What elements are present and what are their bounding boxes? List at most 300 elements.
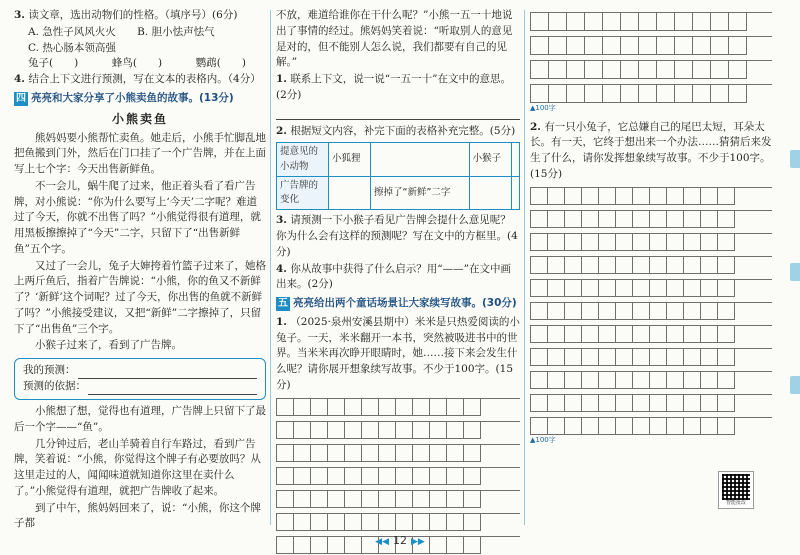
grid-cell[interactable]: [616, 326, 633, 343]
table-cell-blank[interactable]: [329, 176, 371, 210]
grid-cell[interactable]: [294, 445, 311, 462]
qr-code[interactable]: [718, 471, 754, 509]
grid-cell[interactable]: [565, 280, 582, 297]
grid-cell[interactable]: [718, 349, 735, 366]
grid-cell[interactable]: [639, 13, 657, 31]
grid-cell[interactable]: [650, 349, 667, 366]
grid-cell[interactable]: [667, 372, 684, 389]
grid-cell[interactable]: [701, 188, 718, 205]
grid-cell[interactable]: [616, 395, 633, 412]
grid-cell[interactable]: [616, 303, 633, 320]
grid-cell[interactable]: [599, 418, 616, 435]
grid-cell[interactable]: [667, 418, 684, 435]
grid-row[interactable]: [530, 348, 772, 366]
grid-cell[interactable]: [718, 326, 735, 343]
grid-cell[interactable]: [548, 280, 565, 297]
grid-cell[interactable]: [650, 234, 667, 251]
grid-cell[interactable]: [667, 326, 684, 343]
grid-cell[interactable]: [729, 37, 747, 55]
grid-cell[interactable]: [701, 303, 718, 320]
grid-cell[interactable]: [711, 85, 729, 103]
grid-cell[interactable]: [311, 422, 328, 439]
grid-cell[interactable]: [413, 468, 430, 485]
grid-cell[interactable]: [684, 188, 701, 205]
grid-cell[interactable]: [657, 61, 675, 79]
grid-cell[interactable]: [621, 37, 639, 55]
grid-cell[interactable]: [585, 61, 603, 79]
grid-cell[interactable]: [567, 13, 585, 31]
grid-cell[interactable]: [718, 395, 735, 412]
grid-cell[interactable]: [718, 211, 735, 228]
grid-cell[interactable]: [633, 326, 650, 343]
grid-cell[interactable]: [447, 445, 464, 462]
grid-cell[interactable]: [548, 234, 565, 251]
grid-cell[interactable]: [639, 37, 657, 55]
grid-cell[interactable]: [531, 61, 549, 79]
table-cell-blank[interactable]: [511, 176, 519, 210]
side-tab[interactable]: [790, 263, 800, 281]
grid-cell[interactable]: [430, 445, 447, 462]
grid-cell[interactable]: [582, 395, 599, 412]
grid-cell[interactable]: [616, 211, 633, 228]
grid-cell[interactable]: [603, 37, 621, 55]
grid-cell[interactable]: [565, 372, 582, 389]
grid-cell[interactable]: [345, 491, 362, 508]
grid-row[interactable]: [276, 513, 520, 531]
table-cell-blank[interactable]: [469, 176, 511, 210]
grid-cell[interactable]: [616, 349, 633, 366]
grid-cell[interactable]: [447, 399, 464, 416]
grid-cell[interactable]: [362, 514, 379, 531]
grid-cell[interactable]: [633, 395, 650, 412]
grid-cell[interactable]: [328, 514, 345, 531]
grid-cell[interactable]: [657, 13, 675, 31]
grid-cell[interactable]: [548, 188, 565, 205]
grid-cell[interactable]: [701, 211, 718, 228]
grid-cell[interactable]: [430, 514, 447, 531]
grid-cell[interactable]: [447, 514, 464, 531]
grid-cell[interactable]: [667, 349, 684, 366]
grid-cell[interactable]: [599, 303, 616, 320]
writing-grid[interactable]: [276, 398, 520, 554]
grid-cell[interactable]: [311, 514, 328, 531]
grid-cell[interactable]: [345, 445, 362, 462]
grid-cell[interactable]: [531, 372, 548, 389]
grid-cell[interactable]: [565, 326, 582, 343]
grid-cell[interactable]: [675, 85, 693, 103]
grid-cell[interactable]: [693, 61, 711, 79]
grid-row[interactable]: [530, 187, 772, 205]
grid-cell[interactable]: [729, 61, 747, 79]
grid-cell[interactable]: [684, 349, 701, 366]
grid-cell[interactable]: [548, 303, 565, 320]
grid-cell[interactable]: [548, 395, 565, 412]
grid-cell[interactable]: [684, 280, 701, 297]
writing-grid[interactable]: [530, 187, 772, 435]
grid-cell[interactable]: [362, 491, 379, 508]
grid-cell[interactable]: [667, 211, 684, 228]
grid-cell[interactable]: [599, 257, 616, 274]
grid-cell[interactable]: [531, 211, 548, 228]
grid-cell[interactable]: [603, 61, 621, 79]
grid-cell[interactable]: [396, 445, 413, 462]
grid-cell[interactable]: [396, 491, 413, 508]
grid-cell[interactable]: [603, 85, 621, 103]
blank-rabbit[interactable]: 兔子( ): [28, 57, 79, 70]
grid-cell[interactable]: [650, 257, 667, 274]
grid-cell[interactable]: [616, 418, 633, 435]
grid-cell[interactable]: [650, 280, 667, 297]
grid-cell[interactable]: [729, 85, 747, 103]
grid-cell[interactable]: [413, 445, 430, 462]
grid-row[interactable]: [276, 490, 520, 508]
grid-cell[interactable]: [616, 280, 633, 297]
grid-cell[interactable]: [548, 326, 565, 343]
grid-cell[interactable]: [549, 37, 567, 55]
grid-cell[interactable]: [567, 85, 585, 103]
grid-row[interactable]: [276, 398, 520, 416]
grid-cell[interactable]: [294, 514, 311, 531]
grid-cell[interactable]: [379, 422, 396, 439]
grid-cell[interactable]: [396, 399, 413, 416]
grid-cell[interactable]: [311, 491, 328, 508]
grid-cell[interactable]: [675, 37, 693, 55]
grid-cell[interactable]: [718, 303, 735, 320]
grid-cell[interactable]: [657, 85, 675, 103]
grid-cell[interactable]: [718, 257, 735, 274]
grid-cell[interactable]: [345, 468, 362, 485]
grid-cell[interactable]: [667, 303, 684, 320]
grid-cell[interactable]: [701, 234, 718, 251]
grid-cell[interactable]: [639, 85, 657, 103]
grid-cell[interactable]: [565, 395, 582, 412]
grid-cell[interactable]: [616, 257, 633, 274]
grid-cell[interactable]: [701, 372, 718, 389]
grid-cell[interactable]: [616, 234, 633, 251]
grid-cell[interactable]: [616, 188, 633, 205]
grid-cell[interactable]: [565, 234, 582, 251]
grid-cell[interactable]: [667, 257, 684, 274]
grid-cell[interactable]: [531, 349, 548, 366]
grid-cell[interactable]: [701, 349, 718, 366]
grid-cell[interactable]: [675, 61, 693, 79]
grid-cell[interactable]: [531, 280, 548, 297]
next-arrow-icon[interactable]: ▶▶: [411, 536, 425, 547]
grid-cell[interactable]: [531, 85, 549, 103]
grid-row[interactable]: [530, 279, 772, 297]
grid-row[interactable]: [530, 84, 772, 103]
side-tab[interactable]: [790, 376, 800, 394]
grid-cell[interactable]: [396, 422, 413, 439]
grid-cell[interactable]: [430, 491, 447, 508]
grid-cell[interactable]: [311, 399, 328, 416]
grid-row[interactable]: [530, 302, 772, 320]
grid-cell[interactable]: [567, 37, 585, 55]
grid-cell[interactable]: [718, 188, 735, 205]
grid-cell[interactable]: [548, 349, 565, 366]
grid-cell[interactable]: [430, 399, 447, 416]
grid-cell[interactable]: [311, 468, 328, 485]
grid-cell[interactable]: [294, 491, 311, 508]
grid-cell[interactable]: [464, 491, 481, 508]
answer-line[interactable]: [276, 106, 520, 120]
grid-cell[interactable]: [582, 372, 599, 389]
grid-cell[interactable]: [464, 445, 481, 462]
grid-cell[interactable]: [328, 422, 345, 439]
grid-cell[interactable]: [531, 303, 548, 320]
grid-cell[interactable]: [621, 85, 639, 103]
blank-parrot[interactable]: 鹦鹉( ): [195, 57, 246, 70]
grid-cell[interactable]: [362, 468, 379, 485]
grid-cell[interactable]: [701, 326, 718, 343]
grid-cell[interactable]: [277, 422, 294, 439]
column-divider: [524, 10, 525, 525]
grid-cell[interactable]: [582, 303, 599, 320]
grid-cell[interactable]: [684, 211, 701, 228]
grid-cell[interactable]: [548, 211, 565, 228]
grid-cell[interactable]: [328, 445, 345, 462]
grid-cell[interactable]: [379, 491, 396, 508]
grid-row[interactable]: [530, 210, 772, 228]
grid-cell[interactable]: [599, 326, 616, 343]
grid-cell[interactable]: [650, 303, 667, 320]
grid-cell[interactable]: [345, 422, 362, 439]
grid-cell[interactable]: [531, 395, 548, 412]
grid-cell[interactable]: [379, 514, 396, 531]
grid-cell[interactable]: [447, 468, 464, 485]
story-paragraph: 熊妈妈要小熊帮忙卖鱼。她走后，小熊手忙脚乱地把鱼搬到门外，然后在门口挂了一个广告牌，并在上面写上七个字：今天出售新鲜鱼。: [14, 131, 266, 175]
grid-cell[interactable]: [684, 395, 701, 412]
grid-cell[interactable]: [345, 514, 362, 531]
grid-cell[interactable]: [379, 445, 396, 462]
grid-cell[interactable]: [701, 257, 718, 274]
prediction-input[interactable]: [78, 367, 258, 379]
story-paragraph: 几分钟过后，老山羊骑着自行车路过，看到广告牌，笑着说：“小熊，你觉得这个牌子有必要放吗？从这里走过的人，闻闻味道就知道你这里在卖什么了。”小熊觉得有道理，就把广告牌收了起来。: [14, 437, 261, 497]
grid-cell[interactable]: [585, 37, 603, 55]
grid-cell[interactable]: [396, 514, 413, 531]
grid-cell[interactable]: [549, 13, 567, 31]
grid-cell[interactable]: [603, 13, 621, 31]
grid-cell[interactable]: [447, 491, 464, 508]
grid-cell[interactable]: [639, 61, 657, 79]
grid-cell[interactable]: [565, 303, 582, 320]
grid-row[interactable]: [276, 421, 520, 439]
grid-cell[interactable]: [599, 395, 616, 412]
grid-cell[interactable]: [693, 85, 711, 103]
grid-cell[interactable]: [277, 468, 294, 485]
grid-cell[interactable]: [565, 211, 582, 228]
grid-cell[interactable]: [599, 211, 616, 228]
writing-grid[interactable]: [530, 12, 772, 103]
grid-cell[interactable]: [711, 13, 729, 31]
table-cell-blank[interactable]: [371, 143, 470, 177]
grid-row[interactable]: [276, 467, 520, 485]
grid-cell[interactable]: [667, 188, 684, 205]
grid-cell[interactable]: [633, 418, 650, 435]
grid-cell[interactable]: [582, 418, 599, 435]
grid-row[interactable]: [530, 371, 772, 389]
grid-cell[interactable]: [328, 491, 345, 508]
grid-cell[interactable]: [633, 234, 650, 251]
grid-cell[interactable]: [396, 468, 413, 485]
grid-cell[interactable]: [693, 13, 711, 31]
grid-cell[interactable]: [599, 349, 616, 366]
grid-cell[interactable]: [599, 372, 616, 389]
grid-row[interactable]: [530, 233, 772, 251]
grid-row[interactable]: [530, 60, 772, 79]
grid-cell[interactable]: [277, 491, 294, 508]
grid-cell[interactable]: [548, 372, 565, 389]
grid-cell[interactable]: [430, 422, 447, 439]
grid-cell[interactable]: [328, 468, 345, 485]
grid-row[interactable]: [530, 394, 772, 412]
grid-cell[interactable]: [345, 399, 362, 416]
grid-cell[interactable]: [718, 372, 735, 389]
grid-cell[interactable]: [413, 399, 430, 416]
grid-cell[interactable]: [650, 211, 667, 228]
grid-cell[interactable]: [684, 372, 701, 389]
grid-cell[interactable]: [549, 85, 567, 103]
grid-cell[interactable]: [633, 372, 650, 389]
grid-row[interactable]: [530, 12, 772, 31]
grid-cell[interactable]: [684, 234, 701, 251]
grid-cell[interactable]: [531, 418, 548, 435]
grid-cell[interactable]: [650, 326, 667, 343]
grid-cell[interactable]: [675, 13, 693, 31]
grid-cell[interactable]: [616, 372, 633, 389]
grid-cell[interactable]: [277, 399, 294, 416]
grid-cell[interactable]: [531, 37, 549, 55]
answer-blanks: [14, 56, 266, 72]
grid-cell[interactable]: [531, 13, 549, 31]
grid-cell[interactable]: [585, 85, 603, 103]
blank-hummingbird[interactable]: 蜂鸟( ): [111, 57, 163, 70]
grid-cell[interactable]: [277, 514, 294, 531]
grid-cell[interactable]: [582, 280, 599, 297]
grid-cell[interactable]: [633, 280, 650, 297]
grid-cell[interactable]: [667, 395, 684, 412]
grid-cell[interactable]: [684, 418, 701, 435]
grid-row[interactable]: [530, 256, 772, 274]
grid-cell[interactable]: [413, 491, 430, 508]
grid-cell[interactable]: [548, 257, 565, 274]
grid-cell[interactable]: [447, 422, 464, 439]
grid-row[interactable]: [276, 444, 520, 462]
grid-cell[interactable]: [464, 399, 481, 416]
grid-cell[interactable]: [633, 211, 650, 228]
grid-cell[interactable]: [701, 280, 718, 297]
grid-cell[interactable]: [362, 422, 379, 439]
grid-cell[interactable]: [633, 303, 650, 320]
grid-cell[interactable]: [633, 349, 650, 366]
grid-cell[interactable]: [548, 418, 565, 435]
grid-cell[interactable]: [621, 61, 639, 79]
grid-cell[interactable]: [464, 422, 481, 439]
grid-cell[interactable]: [549, 61, 567, 79]
grid-cell[interactable]: [599, 234, 616, 251]
prev-arrow-icon[interactable]: ◀◀: [375, 536, 389, 547]
grid-cell[interactable]: [294, 422, 311, 439]
grid-cell[interactable]: [362, 445, 379, 462]
grid-cell[interactable]: [565, 349, 582, 366]
grid-cell[interactable]: [294, 468, 311, 485]
grid-cell[interactable]: [362, 399, 379, 416]
grid-cell[interactable]: [565, 418, 582, 435]
grid-cell[interactable]: [464, 514, 481, 531]
grid-cell[interactable]: [582, 188, 599, 205]
grid-cell[interactable]: [379, 468, 396, 485]
grid-cell[interactable]: [633, 188, 650, 205]
grid-cell[interactable]: [667, 280, 684, 297]
grid-cell[interactable]: [650, 188, 667, 205]
grid-cell[interactable]: [430, 468, 447, 485]
grid-cell[interactable]: [684, 257, 701, 274]
grid-cell[interactable]: [693, 37, 711, 55]
grid-cell[interactable]: [599, 280, 616, 297]
grid-cell[interactable]: [413, 514, 430, 531]
grid-cell[interactable]: [277, 445, 294, 462]
question-4: 4. 结合上下文进行预测，写在文本的表格内。（4分）: [14, 73, 261, 85]
grid-cell[interactable]: [582, 211, 599, 228]
grid-cell[interactable]: [718, 418, 735, 435]
grid-cell[interactable]: [582, 349, 599, 366]
grid-cell[interactable]: [729, 13, 747, 31]
grid-cell[interactable]: [667, 234, 684, 251]
grid-row[interactable]: [530, 325, 772, 343]
grid-cell[interactable]: [582, 257, 599, 274]
grid-cell[interactable]: [599, 188, 616, 205]
grid-row[interactable]: [530, 36, 772, 55]
grid-cell[interactable]: [585, 13, 603, 31]
grid-cell[interactable]: [650, 395, 667, 412]
grid-cell[interactable]: [711, 61, 729, 79]
grid-cell[interactable]: [582, 326, 599, 343]
grid-cell[interactable]: [684, 326, 701, 343]
grid-cell[interactable]: [650, 418, 667, 435]
grid-cell[interactable]: [650, 372, 667, 389]
page-footer: [0, 533, 800, 550]
grid-cell[interactable]: [657, 37, 675, 55]
side-tab[interactable]: [790, 150, 800, 168]
grid-cell[interactable]: [531, 326, 548, 343]
grid-row[interactable]: [530, 417, 772, 435]
grid-cell[interactable]: [718, 280, 735, 297]
grid-cell[interactable]: [684, 303, 701, 320]
grid-cell[interactable]: [621, 13, 639, 31]
grid-cell[interactable]: [294, 399, 311, 416]
grid-cell[interactable]: [531, 257, 548, 274]
grid-cell[interactable]: [701, 395, 718, 412]
grid-cell[interactable]: [531, 188, 548, 205]
grid-cell[interactable]: [531, 234, 548, 251]
grid-cell[interactable]: [711, 37, 729, 55]
grid-cell[interactable]: [582, 234, 599, 251]
grid-cell[interactable]: [565, 188, 582, 205]
grid-cell[interactable]: [464, 468, 481, 485]
grid-cell[interactable]: [328, 399, 345, 416]
grid-cell[interactable]: [567, 61, 585, 79]
grid-cell[interactable]: [701, 418, 718, 435]
grid-cell[interactable]: [311, 445, 328, 462]
grid-cell[interactable]: [565, 257, 582, 274]
grid-cell[interactable]: [718, 234, 735, 251]
grid-cell[interactable]: [413, 422, 430, 439]
basis-input[interactable]: [88, 383, 257, 395]
grid-cell[interactable]: [633, 257, 650, 274]
section-number: 五: [278, 298, 288, 310]
table-cell-blank[interactable]: [511, 143, 519, 177]
grid-cell[interactable]: [379, 399, 396, 416]
